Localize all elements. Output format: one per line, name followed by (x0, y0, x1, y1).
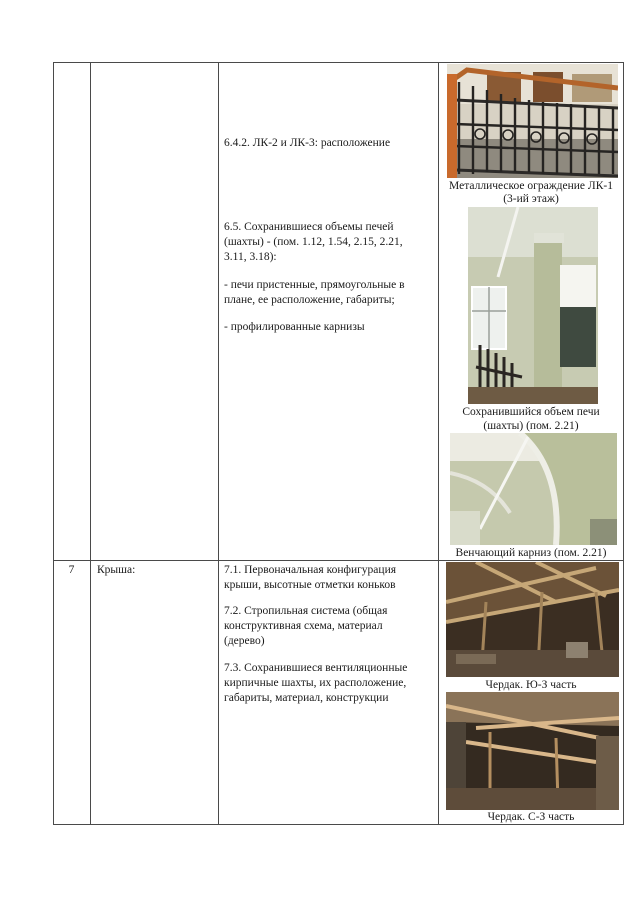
item-7-3-line: 7.3. Сохранившиеся вентиляционные (224, 662, 408, 674)
item-7-3-line: кирпичные шахты, их расположение, (224, 677, 407, 689)
row-number: 7 (68, 564, 75, 576)
bullet-stoves-line: - печи пристенные, прямоугольные в (224, 279, 405, 291)
caption-line: (3-ий этаж) (503, 193, 559, 205)
item-7-1-line: крыши, высотные отметки коньков (224, 579, 396, 591)
item-7-3-line: габариты, материал, конструкции (224, 692, 389, 704)
cornice-photo (450, 433, 617, 545)
item-7-1-line: 7.1. Первоначальная конфигурация (224, 564, 397, 576)
item-7-2-line: 7.2. Стропильная система (общая (224, 605, 388, 617)
table-divider-3 (438, 62, 439, 825)
caption-line: Металлическое ограждение ЛК-1 (449, 180, 613, 192)
metal-railing-photo (447, 64, 618, 178)
item-6-5-line: 3.11, 3.18): (224, 251, 277, 263)
attic-sw-caption: Чердак. Ю-З часть (485, 679, 577, 691)
attic-nw-caption: Чердак. С-З часть (487, 811, 575, 823)
item-7-2-line: конструктивная схема, материал (224, 620, 383, 632)
item-6-4-2: 6.4.2. ЛК-2 и ЛК-3: расположение (224, 137, 391, 149)
table-divider-1 (90, 62, 91, 825)
cornice-caption: Венчающий карниз (пом. 2.21) (455, 547, 607, 559)
table-border-right (623, 62, 624, 825)
attic-sw-photo (446, 562, 619, 677)
table-border-top (53, 62, 624, 63)
attic-nw-photo (446, 692, 619, 810)
item-6-5-line: 6.5. Сохранившиеся объемы печей (224, 221, 394, 233)
item-7-2-line: (дерево) (224, 635, 265, 647)
bullet-cornices: - профилированные карнизы (224, 321, 365, 333)
table-divider-2 (218, 62, 219, 825)
item-6-5-line: (шахты) - (пом. 1.12, 1.54, 2.15, 2.21, (224, 236, 403, 248)
stove-volume-photo (468, 207, 598, 404)
row-subject: Крыша: (97, 564, 136, 576)
table-border-left (53, 62, 54, 825)
caption-line: Сохранившийся объем печи (462, 406, 600, 418)
caption-line: (шахты) (пом. 2.21) (483, 420, 579, 432)
bullet-stoves-line: плане, ее расположение, габариты; (224, 294, 395, 306)
